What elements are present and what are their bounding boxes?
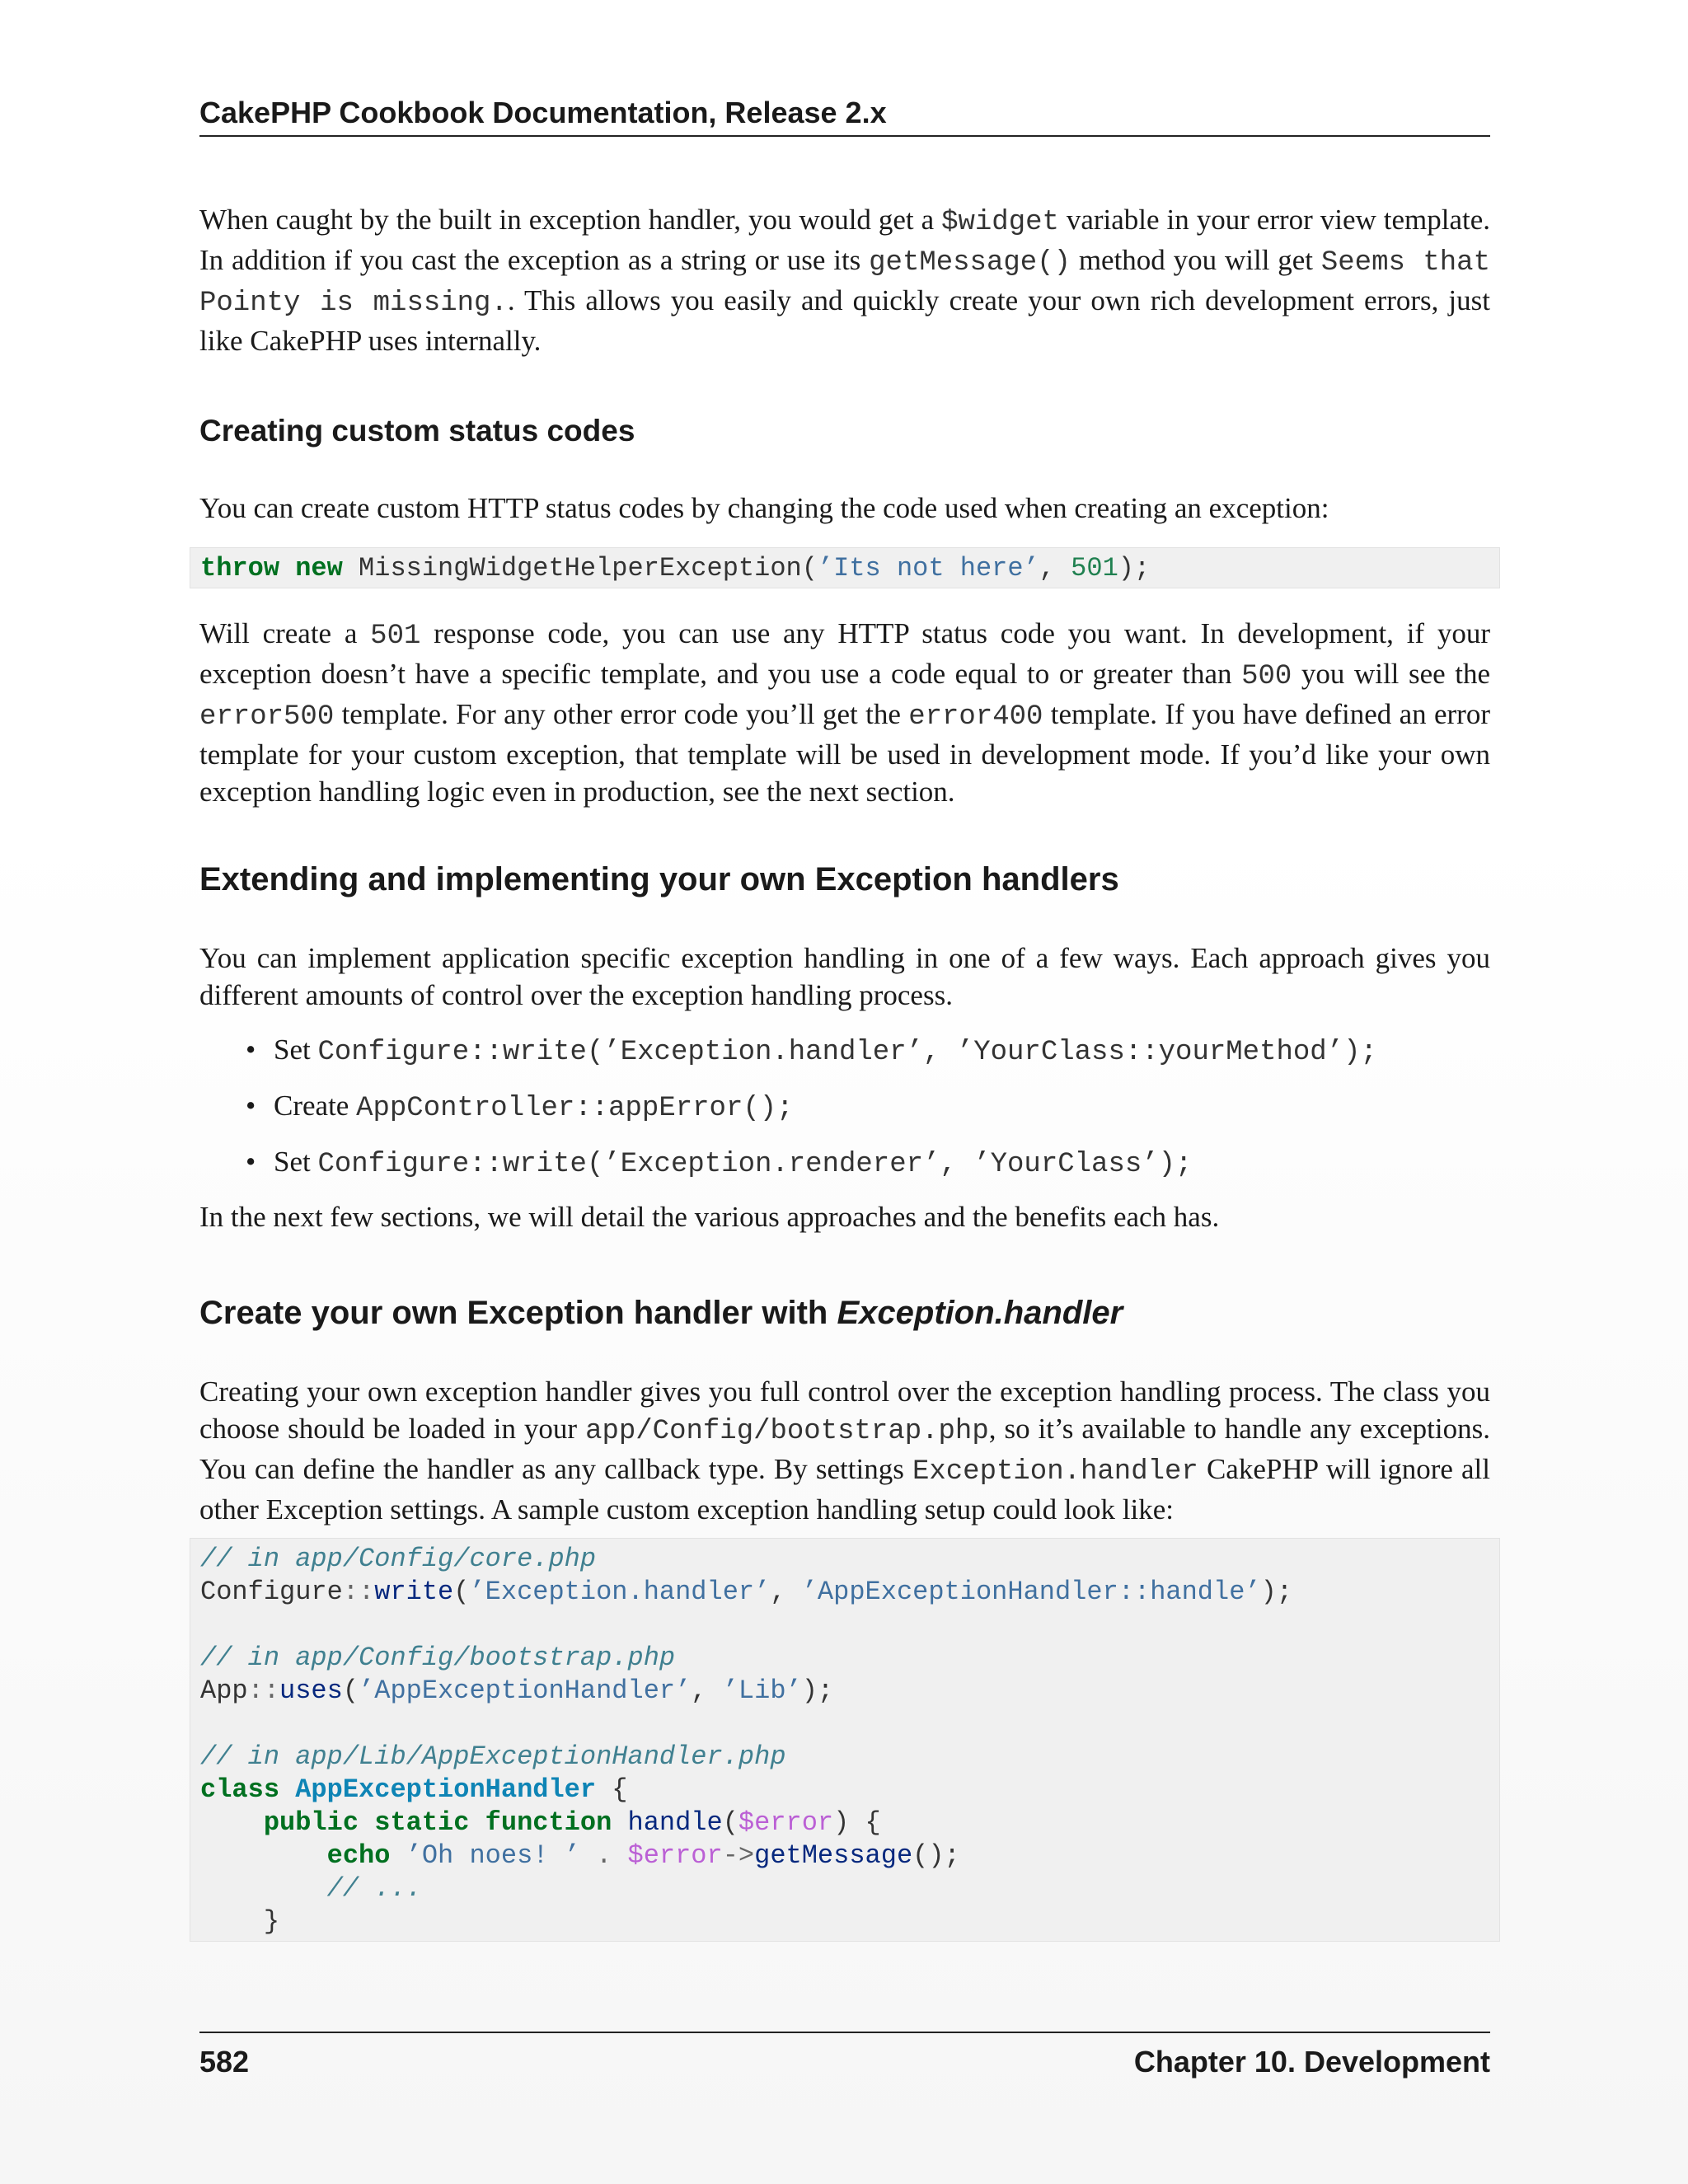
text-run: CakePHP will ignore all other Exception settings. A sample custom exception handling setup could look like: [199,1453,1490,1526]
code-function: uses [279,1675,343,1706]
chapter-title: Chapter 10. Development [1133,2045,1490,2079]
inline-code: AppController::appError(); [356,1093,794,1124]
code-punct: ( [342,1675,359,1706]
section-heading-exception-handler [199,1292,1123,1333]
text-run: , so it’s available to handle any exceptions. You can define the handler as any callback type. By settings [199,1413,1490,1485]
text-run: method you will get [1070,244,1321,276]
exception-handler-paragraph [199,1373,1490,1528]
code-variable: $error [738,1807,834,1838]
code-variable: $error [627,1840,723,1871]
text-run: variable in your error view template. In addition if you cast the exception as a string or use its [199,204,1490,276]
approaches-summary: In the next few sections, we will detail the various approaches and the benefits each has. [199,1201,1220,1233]
code-comment: // in app/Config/core.php [200,1544,597,1574]
code-class-name: App [200,1675,248,1706]
code-punct: { [596,1774,628,1805]
code-number: 501 [1071,553,1118,583]
running-footer [199,2032,1490,2081]
code-operator: -> [722,1840,755,1871]
code-punct: , [770,1577,802,1607]
running-header: CakePHP Cookbook Documentation, Release 2.x [199,92,1490,137]
inline-code: $widget [941,207,1059,238]
code-keyword: static [374,1807,470,1838]
text-run: response code, you can use any HTTP status code you want. In development, if your exception doesn’t have a specific template, and you use a code equal to or greater than [199,617,1490,690]
inline-code: error400 [908,701,1043,733]
inline-code: 501 [370,621,421,652]
code-operator: :: [342,1577,375,1607]
code-function: handle [627,1807,723,1838]
inline-code: Seems that Pointy is missing. [199,247,1490,319]
code-string: ’Lib’ [722,1675,802,1706]
text-run: Will create a [199,617,371,649]
code-string: ’Exception.handler’ [469,1577,771,1607]
code-comment: // in app/Config/bootstrap.php [200,1643,676,1673]
code-punct: ); [1118,553,1151,583]
code-class-name: MissingWidgetHelperException [359,553,802,583]
page-number: 582 [199,2045,250,2079]
inline-code: Exception.handler [912,1456,1198,1488]
code-punct: } [263,1906,280,1937]
code-comment: // in app/Lib/AppExceptionHandler.php [200,1741,786,1772]
code-punct: ); [1260,1577,1293,1607]
code-function: getMessage [754,1840,913,1871]
code-keyword: new [295,553,343,583]
text-run: template. If you have defined an error template for your custom exception, that template will be used in development mode. If you’d like your own exception handling logic even in production, see the next section. [199,698,1490,808]
status-codes-explanation [199,615,1490,810]
code-comment: // ... [326,1873,422,1904]
code-function: write [374,1577,454,1607]
code-keyword: class [200,1774,280,1805]
code-block-throw [190,547,1500,588]
heading-emphasis: Exception.handler [837,1295,1123,1331]
inline-code: Configure::write(’Exception.handler’, ’YourClass::yourMethod’); [317,1037,1377,1068]
code-punct: ) { [833,1807,881,1838]
list-item-label: Set [274,1146,311,1178]
text-run: When caught by the built in exception handler, you would get a [199,204,942,236]
approach-list [199,1031,1490,1199]
code-punct: ( [801,553,818,583]
inline-code: app/Config/bootstrap.php [585,1416,989,1447]
code-punct: ); [801,1675,834,1706]
code-string: ’AppExceptionHandler’ [359,1675,692,1706]
intro-paragraph [199,201,1490,359]
code-operator: . [579,1840,628,1871]
code-string: ’Its not here’ [817,553,1039,583]
code-class-name: Configure [200,1577,343,1607]
text-run: . This allows you easily and quickly create your own rich development errors, just like CakePHP uses internally. [199,284,1490,357]
list-item-label: Set [274,1033,311,1066]
inline-code: 500 [1241,661,1292,692]
inline-code: error500 [199,701,335,733]
code-punct: ( [453,1577,470,1607]
code-punct: (); [912,1840,960,1871]
code-block-exception-handler [190,1538,1500,1942]
list-item [199,1087,1490,1143]
inline-code: Configure::write(’Exception.renderer’, ’YourClass’); [317,1149,1193,1180]
text-run: template. For any other error code you’ll get the [334,698,909,730]
code-string: ’Oh noes! ’ [406,1840,580,1871]
code-operator: :: [247,1675,280,1706]
section-heading-extending-handlers: Extending and implementing your own Exception handlers [199,861,1119,898]
code-keyword: public [263,1807,359,1838]
text-run: you will see the [1292,658,1490,690]
code-punct: , [691,1675,723,1706]
code-keyword: echo [326,1840,391,1871]
inline-code: getMessage() [869,247,1071,279]
extending-intro: You can implement application specific exception handling in one of a few ways. Each approach gives you different amounts of control over the exception handling process. [199,942,1490,1011]
code-keyword: function [485,1807,612,1838]
text-run: Creating your own exception handler gives you full control over the exception handling process. The class you choose should be loaded in your [199,1376,1490,1445]
list-item [199,1031,1490,1087]
list-item-label: Create [274,1090,349,1122]
code-punct: ( [722,1807,738,1838]
list-item [199,1143,1490,1199]
heading-text: Create your own Exception handler with [199,1295,837,1331]
code-punct: , [1039,553,1071,583]
code-keyword: throw [200,553,280,583]
status-codes-intro: You can create custom HTTP status codes by changing the code used when creating an exception: [199,492,1329,524]
section-heading-custom-status-codes: Creating custom status codes [199,414,635,448]
code-string: ’AppExceptionHandler::handle’ [801,1577,1261,1607]
code-class-name: AppExceptionHandler [295,1774,597,1805]
